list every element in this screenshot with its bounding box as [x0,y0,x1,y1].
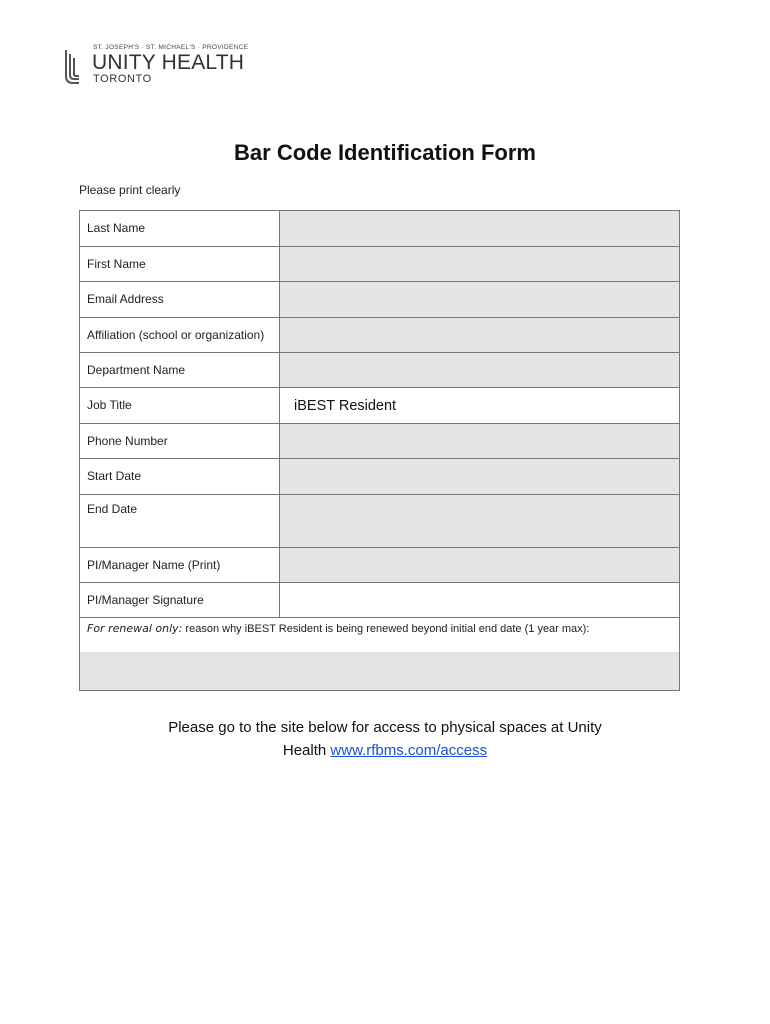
end-date-label: End Date [80,495,280,547]
first-name-label: First Name [80,247,280,281]
last-name-label: Last Name [80,211,280,246]
row-last-name [80,211,679,247]
unity-health-logo-mark-icon [63,46,87,86]
identification-form [79,210,680,691]
logo-name: UNITY HEALTH [92,51,245,74]
job-title-label: Job Title [80,388,280,423]
pi-name-label: PI/Manager Name (Print) [80,548,280,582]
row-department [80,353,679,388]
department-label: Department Name [80,353,280,387]
start-date-field[interactable] [280,459,679,494]
phone-label: Phone Number [80,424,280,458]
email-field[interactable] [280,282,679,317]
phone-field[interactable] [280,424,679,458]
row-pi-name [80,548,679,583]
logo-tagline: ST. JOSEPH'S · ST. MICHAEL'S · PROVIDENCE [93,44,249,51]
pi-signature-field[interactable] [280,583,679,617]
start-date-label: Start Date [80,459,280,494]
affiliation-label: Affiliation (school or organization) [80,318,280,352]
page-title: Bar Code Identification Form [234,140,536,165]
pi-name-field[interactable] [280,548,679,582]
access-note-line2 [0,739,770,762]
row-pi-signature [80,583,679,618]
first-name-field[interactable] [280,247,679,281]
row-affiliation [80,318,679,353]
renewal-reason-label: reason why iBEST Resident is being renewed beyond initial end date (1 year max): [182,623,590,635]
last-name-field[interactable] [280,211,679,246]
row-job-title [80,388,679,424]
access-link[interactable]: www.rfbms.com/access [330,742,488,759]
pi-signature-label: PI/Manager Signature [80,583,280,617]
renewal-italic-label: For renewal only: [87,622,183,635]
access-note-line1: Please go to the site below for access to physical spaces at Unity [168,719,602,736]
end-date-field[interactable] [280,495,679,547]
logo-subtitle: TORONTO [93,73,152,85]
access-note [0,716,770,762]
access-note-prefix: Health [282,742,331,759]
row-phone [80,424,679,459]
renewal-instructions [80,618,679,652]
email-label: Email Address [80,282,280,317]
affiliation-field[interactable] [280,318,679,352]
row-end-date [80,495,679,548]
department-field[interactable] [280,353,679,387]
print-note: Please print clearly [79,183,181,197]
row-start-date [80,459,679,495]
renewal-reason-field[interactable] [80,652,679,690]
row-renewal [80,618,679,690]
row-email [80,282,679,318]
row-first-name [80,247,679,282]
unity-health-logo [63,44,263,90]
job-title-field[interactable]: iBEST Resident [280,388,679,423]
